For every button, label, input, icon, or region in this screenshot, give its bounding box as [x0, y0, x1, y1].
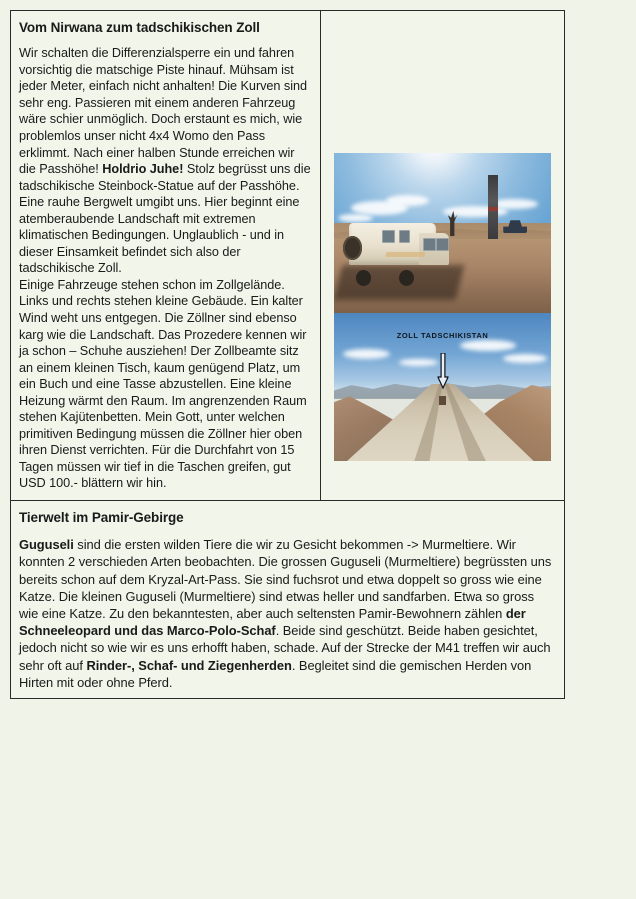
article-text-cell [11, 11, 321, 500]
wildlife-section [11, 500, 564, 698]
article-paragraph-1: Wir schalten die Differenzialsperre ein und fahren vorsichtig die matschige Piste hinauf. Mühsam ist jeder Meter, einfach nicht anhalten! Die Kurven sind sehr eng. Passieren mit einem anderen Fahrzeug wäre schier unmöglich. Doch erstaunt es mich, wie problemlos unser nicht 4x4 Womo den Pass erklimmt. Nach einer halben Stunde erreichen wir die Passhöhe! Holdrio Juhe! Stolz begrüsst uns die tadschikische Steinbock-Statue auf der Passhöhe. Eine rauhe Bergwelt umgibt uns. Hier beginnt eine atemberaubende Landschaft mit extremen klimatischen Bedingungen. Unglaublich - und in dieser Einsamkeit befindet sich also der tadschikische Zoll. [19, 46, 311, 276]
cloud-shape [460, 340, 516, 352]
motorhome-window-shape [436, 238, 449, 251]
cloud-shape [338, 214, 373, 222]
vehicle-shadow-shape [334, 265, 464, 300]
motorhome-window-shape [382, 230, 395, 243]
photo-road-to-customs [334, 313, 551, 461]
article-heading: Vom Nirwana zum tadschikischen Zoll [19, 20, 260, 35]
article-media-cell [321, 11, 564, 500]
wildlife-heading: Tierwelt im Pamir-Gebirge [19, 509, 184, 525]
wheel-shape [356, 270, 371, 286]
motorhome-window-shape [399, 230, 410, 243]
wildlife-body: Guguseli sind die ersten wilden Tiere die wir zu Gesicht bekommen -> Murmeltiere. Wir konnten 2 verschieden Arten beobachten. Die grossen Guguseli (Murmeltiere) begrüssten uns bereits schon auf dem Kryzal-Art-Pass. Sie sind fuchsrot und etwa doppelt so gross wie eine Katze. Die kleinen Guguseli (Murmeltiere) sind etwas heller und sandfarben. Etwa so gross wie eine Katze. Zu den bekanntesten, aber auch seltensten Pamir-Bewohnern zählen der Schneeleopard und das Marco-Polo-Schaf. Beide sind geschützt. Beide haben gesichtet, jedoch nicht so wie wir es uns erhofft haben, schade. Auf der Strecke der M41 treffen wir auch sehr oft auf Rinder-, Schaf- und Ziegenherden. Begleitet sind die gemischen Herden von Hirten mit oder ohne Pferd. [19, 537, 552, 690]
cloud-shape [503, 354, 546, 363]
photo-motorhome-at-pass [334, 153, 551, 313]
wheel-shape [399, 270, 414, 286]
down-arrow-icon [437, 353, 448, 389]
monument-band-shape [488, 207, 498, 211]
article-table [10, 10, 565, 699]
customs-post-shape [439, 396, 446, 405]
cloud-shape [386, 195, 429, 206]
article-paragraph-2: Einige Fahrzeuge stehen schon im Zollgelände. Links und rechts stehen kleine Gebäude. Ein kalter Wind weht uns entgegen. Die Zöllner sind ebenso karg wie die Landschaft. Das Prozedere kennen wir ja schon – Schuhe ausziehen! Der Zollbeamte sitz an einem kleinen Tisch, kaum genügend Platz, um ein Buch und eine Tasse abzustellen. Eine kleine Heizung wärmt den Raum. Im angrenzenden Raum stehen Kajütenbetten. Mein Gott, unter welchen primitiven Bedingung müssen die Zöllner hier oben ihren Dienst verrichten. Für die Durchfahrt von 15 Tagen müssen wir tief in die Taschen greifen, gut USD 100.- blättern wir hin. [19, 277, 307, 491]
photo-stack [334, 153, 551, 461]
photo-annotation-label: ZOLL TADSCHIKISTAN [396, 330, 489, 340]
article-body [19, 45, 312, 492]
motorhome-window-shape [423, 238, 436, 251]
cloud-shape [399, 359, 438, 366]
article-top-row [11, 11, 564, 500]
cloud-shape [343, 349, 391, 359]
motorhome-stripe-shape [386, 252, 426, 257]
